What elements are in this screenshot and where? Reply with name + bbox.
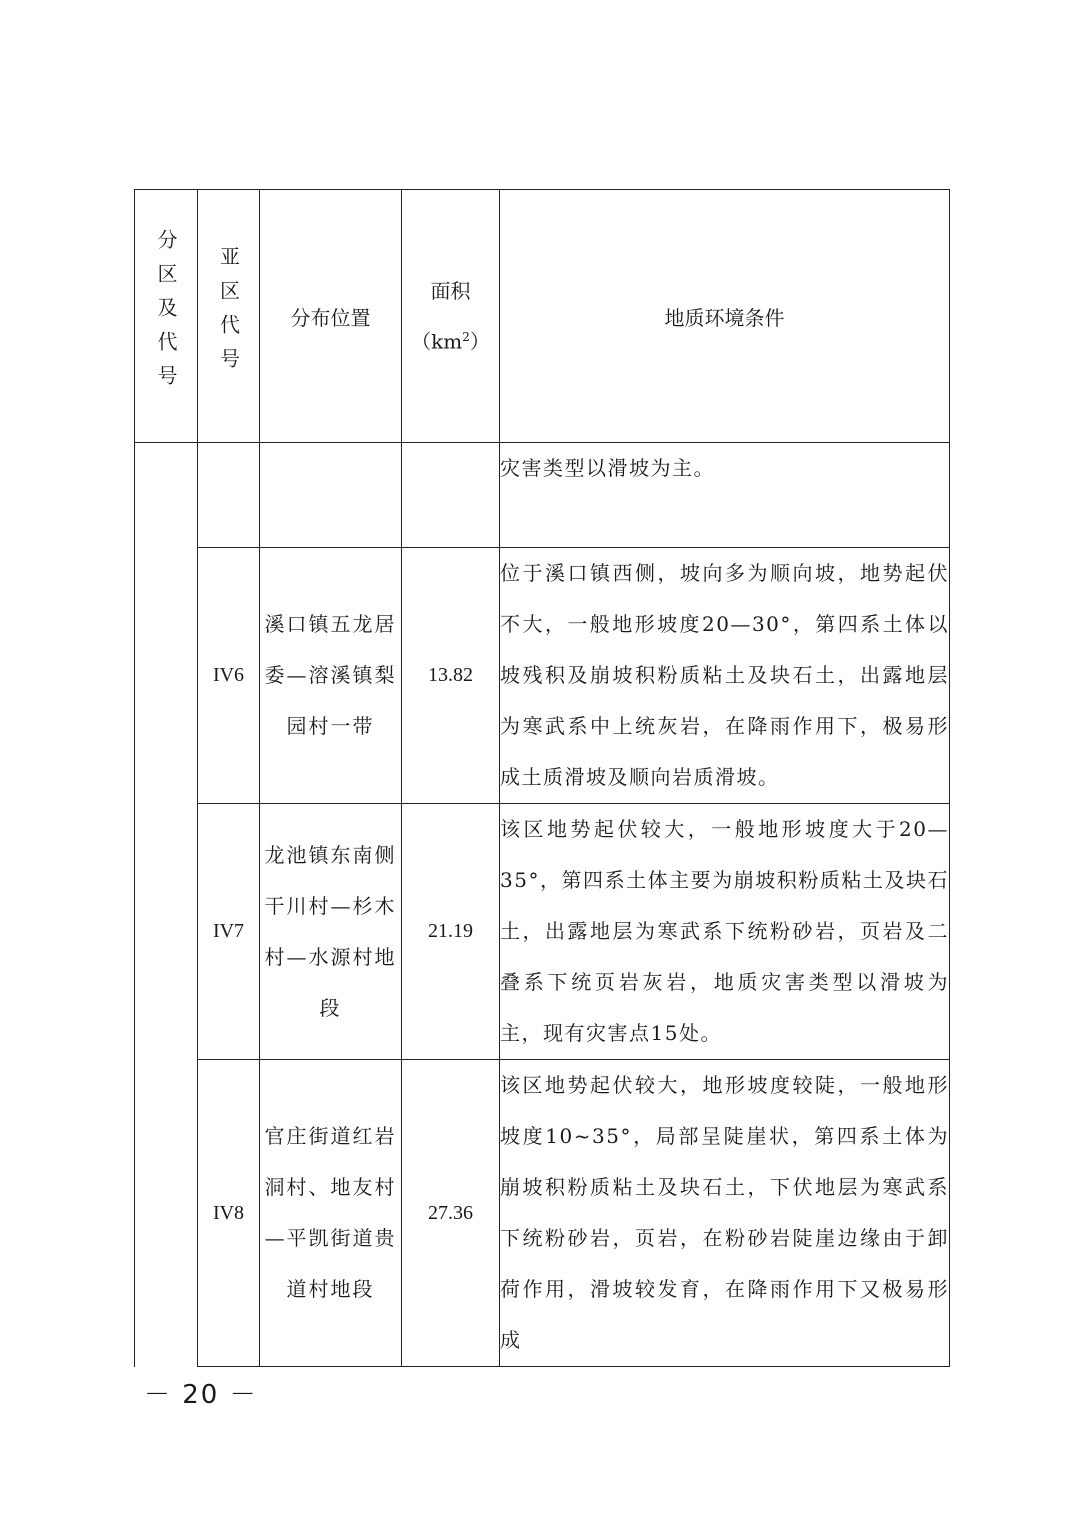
table-row — [135, 548, 950, 804]
zoning-table — [134, 189, 950, 1367]
header-location: 分布位置 — [260, 190, 402, 443]
header-conditions: 地质环境条件 — [500, 190, 950, 443]
page-number: － 20 － — [144, 1380, 258, 1410]
header-zone: 分区及代号 — [135, 190, 198, 443]
location-cell: 官庄街道红岩洞村、地友村—平凯街道贵道村地段 — [260, 1060, 402, 1367]
location-cell: 龙池镇东南侧干川村—杉木村—水源村地段 — [260, 804, 402, 1060]
table-header-row — [135, 190, 950, 443]
area-cell: 13.82 — [402, 548, 500, 804]
location-cell — [260, 443, 402, 548]
location-cell: 溪口镇五龙居委—溶溪镇梨园村一带 — [260, 548, 402, 804]
header-subzone: 亚区代号 — [198, 190, 260, 443]
subzone-code: IV7 — [198, 804, 260, 1060]
table-row — [135, 1060, 950, 1367]
conditions-cell: 该区地势起伏较大，一般地形坡度大于20—35°，第四系土体主要为崩坡积粉质粘土及块石土，出露地层为寒武系下统粉砂岩，页岩及二叠系下统页岩灰岩，地质灾害类型以滑坡为主，现有灾害点15处。 — [500, 804, 950, 1060]
conditions-cell: 该区地势起伏较大，地形坡度较陡，一般地形坡度10~35°，局部呈陡崖状，第四系土体为崩坡积粉质粘土及块石土，下伏地层为寒武系下统粉砂岩，页岩，在粉砂岩陡崖边缘由于卸荷作用，滑坡较发育，在降雨作用下又极易形成 — [500, 1060, 950, 1367]
zone-cell — [135, 443, 198, 1367]
table-row — [135, 804, 950, 1060]
conditions-cell: 位于溪口镇西侧，坡向多为顺向坡，地势起伏不大，一般地形坡度20—30°，第四系土体以坡残积及崩坡积粉质粘土及块石土，出露地层为寒武系中上统灰岩，在降雨作用下，极易形成土质滑坡及顺向岩质滑坡。 — [500, 548, 950, 804]
subzone-code: IV6 — [198, 548, 260, 804]
header-area: 面积 $(km^2)$ — [402, 190, 500, 443]
area-cell — [402, 443, 500, 548]
area-cell: 27.36 — [402, 1060, 500, 1367]
conditions-cell: 灾害类型以滑坡为主。 — [500, 443, 950, 548]
area-cell: 21.19 — [402, 804, 500, 1060]
subzone-code: IV8 — [198, 1060, 260, 1367]
table-row — [135, 443, 950, 548]
subzone-code — [198, 443, 260, 548]
